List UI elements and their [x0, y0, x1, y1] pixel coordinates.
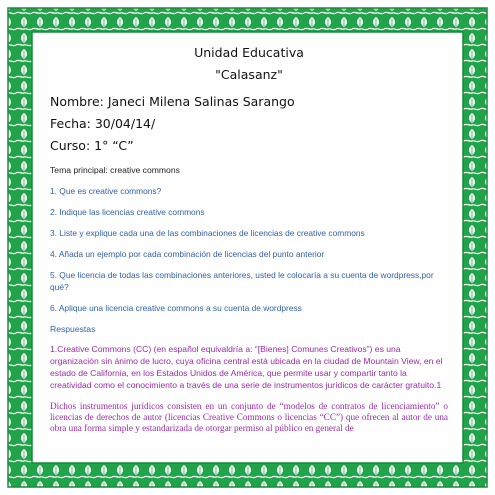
body-paragraph: Dichos instrumentos jurídicos consisten en un conjunto de “modelos de contratos de licenciamiento” o licencias de derechos de autor (licencias Creative Commons o licencias “CC”) que ofrecen al autor de una obra una forma simple y estandarizada de otorgar permiso al público en general de: [50, 401, 448, 433]
question-item: 4. Añada un ejemplo por cada combinación de licencias del punto anterior: [50, 249, 325, 259]
document-page: [50, 40, 448, 455]
answer-paragraph: 1.Creative Commons (CC) (en español equivaldría a: “[Bienes] Comunes Creativos”) es una organización sin ánimo de lucro, cuya oficina central está ubicada en la ciudad de Mountain View, en el estado de California, en los Estados Unidos de América, que permite usar y compartir tanto la creatividad como el conocimiento a través de una serie de instrumentos jurídicos de carácter gratuito.1: [50, 344, 443, 390]
question-item: 1. Que es creative commons?: [50, 186, 162, 196]
main-topic: Tema principal: creative commons: [50, 165, 180, 175]
school-name: Unidad Educativa: [194, 45, 304, 60]
question-item: 2. Indique las licencias creative commons: [50, 207, 205, 217]
question-item: 6. Aplique una licencia creative commons a su cuenta de wordpress: [50, 303, 302, 313]
date-line: Fecha: 30/04/14/: [50, 116, 156, 131]
question-item: 5. Que licencia de todas las combinaciones anteriores, usted le colocaría a su cuenta de wordpress,por qué?: [50, 270, 434, 292]
course-line: Curso: 1° “C”: [50, 138, 134, 153]
school-subtitle: "Calasanz": [215, 67, 283, 82]
student-name: Nombre: Janeci Milena Salinas Sarango: [50, 94, 295, 109]
answers-heading: Respuestas: [50, 324, 96, 334]
question-item: 3. Liste y explique cada una de las combinaciones de licencias de creative commons: [50, 228, 365, 238]
